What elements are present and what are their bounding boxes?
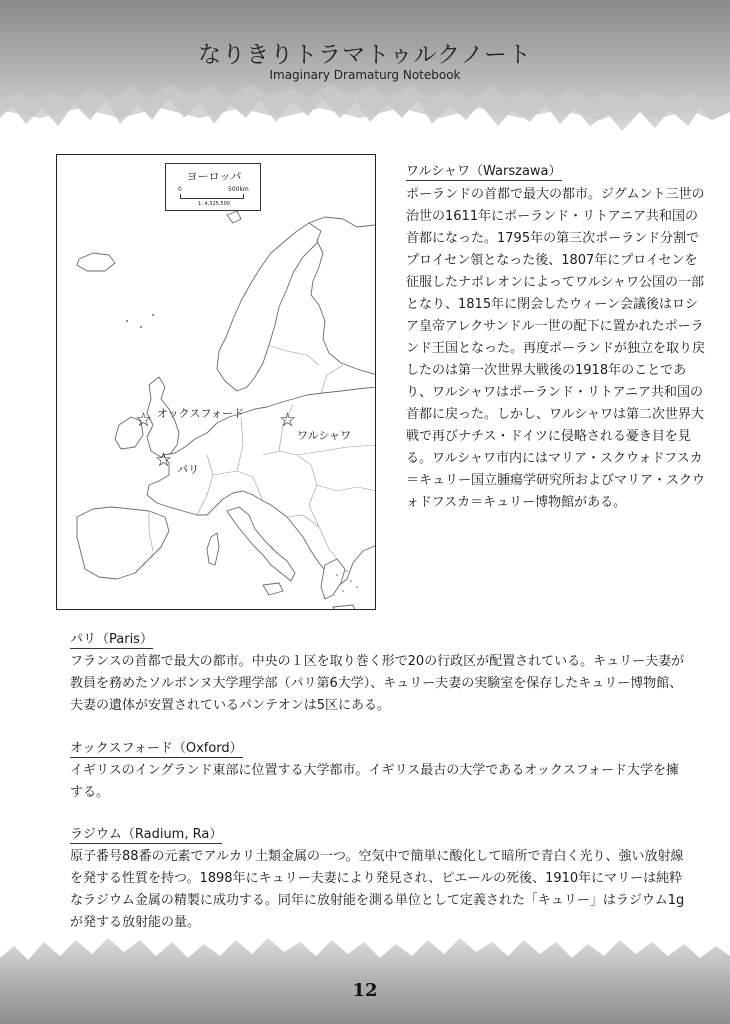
oxford-section-title: オックスフォード（Oxford） bbox=[70, 737, 243, 758]
paris-section-body: フランスの首都で最大の都市。中央の１区を取り巻く形で20の行政区が配置されている。キュリー夫妻が教員を務めたソルボンヌ大学理学部（パリ第6大学）、キュリー夫妻の実験室を保存したキュリー博物館、夫妻の遺体が安置されているパンテオンは5区にある。 bbox=[70, 654, 685, 713]
page-title: なりきりトラマトゥルクノート bbox=[198, 42, 532, 68]
oxford-map-label: オックスフォード bbox=[157, 407, 245, 420]
scale-zero-label: 0 bbox=[178, 186, 182, 193]
paris-section-title: パリ（Paris） bbox=[70, 628, 153, 649]
scale-ratio: 1: 4,325,500 bbox=[198, 201, 230, 207]
europe-map bbox=[56, 154, 376, 610]
paris-star-icon: ☆ bbox=[155, 449, 173, 471]
warsaw-section-body: ポーランドの首都で最大の都市。ジグムント三世の治世の1611年にポーランド・リトアニア共和国の首都になった。1795年の第三次ポーランド分割でプロイセン領となった後、1807年にプロイセンを征服したナポレオンによってワルシャワ公国の一部となり、1815年に閉会したウィーン会議後はロシア皇帝アレクサンドル一世の配下に置かれたポーランド王国となった。再度ポーランドが独立を取り戻したのは第一次世界大戦後の1918年のことであり、ワルシャワはポーランド・リトアニア共和国の首都に戻った。しかし、ワルシャワは第二次世界大戦で再びナチス・ドイツに侵略される憂き目を見る。ワルシャワ市内にはマリア・スクウォドフスカ＝キュリー国立腫瘍学研究所およびマリア・スクウォドフスカ＝キュリー博物館がある。 bbox=[406, 187, 706, 510]
map-title: ヨーロッパ bbox=[186, 170, 242, 183]
map-legend-box bbox=[165, 163, 261, 211]
radium-section-body: 原子番号88番の元素でアルカリ土類金属の一つ。空気中で簡単に酸化して暗所で青白く光り、強い放射線を発する性質を持つ。1898年にキュリー夫妻により発見され、ピエールの死後、1910年にマリーは純粋なラジウム金属の精製に成功する。同年に放射能を測る単位として定義された「キュリー」はラジウム1gが発する放射能の量。 bbox=[70, 849, 685, 930]
oxford-star-icon: ☆ bbox=[135, 409, 153, 431]
footer-brush-band bbox=[0, 930, 730, 1024]
oxford-section-body: イギリスのイングランド東部に位置する大学都市。イギリス最古の大学であるオックスフォード大学を擁する。 bbox=[70, 763, 680, 800]
warsaw-section-title: ワルシャワ（Warszawa） bbox=[406, 160, 562, 181]
scale-max-label: 500km bbox=[228, 186, 249, 193]
europe-map-outline bbox=[57, 155, 376, 610]
page-number: 12 bbox=[352, 980, 378, 1001]
warsaw-star-icon: ☆ bbox=[279, 409, 297, 431]
radium-section-title: ラジウム（Radium, Ra） bbox=[70, 823, 222, 844]
warsaw-map-label: ワルシャワ bbox=[297, 429, 352, 442]
scale-bar bbox=[180, 194, 244, 199]
page-subtitle: Imaginary Dramaturg Notebook bbox=[269, 68, 461, 82]
paris-map-label: パリ bbox=[177, 463, 199, 476]
